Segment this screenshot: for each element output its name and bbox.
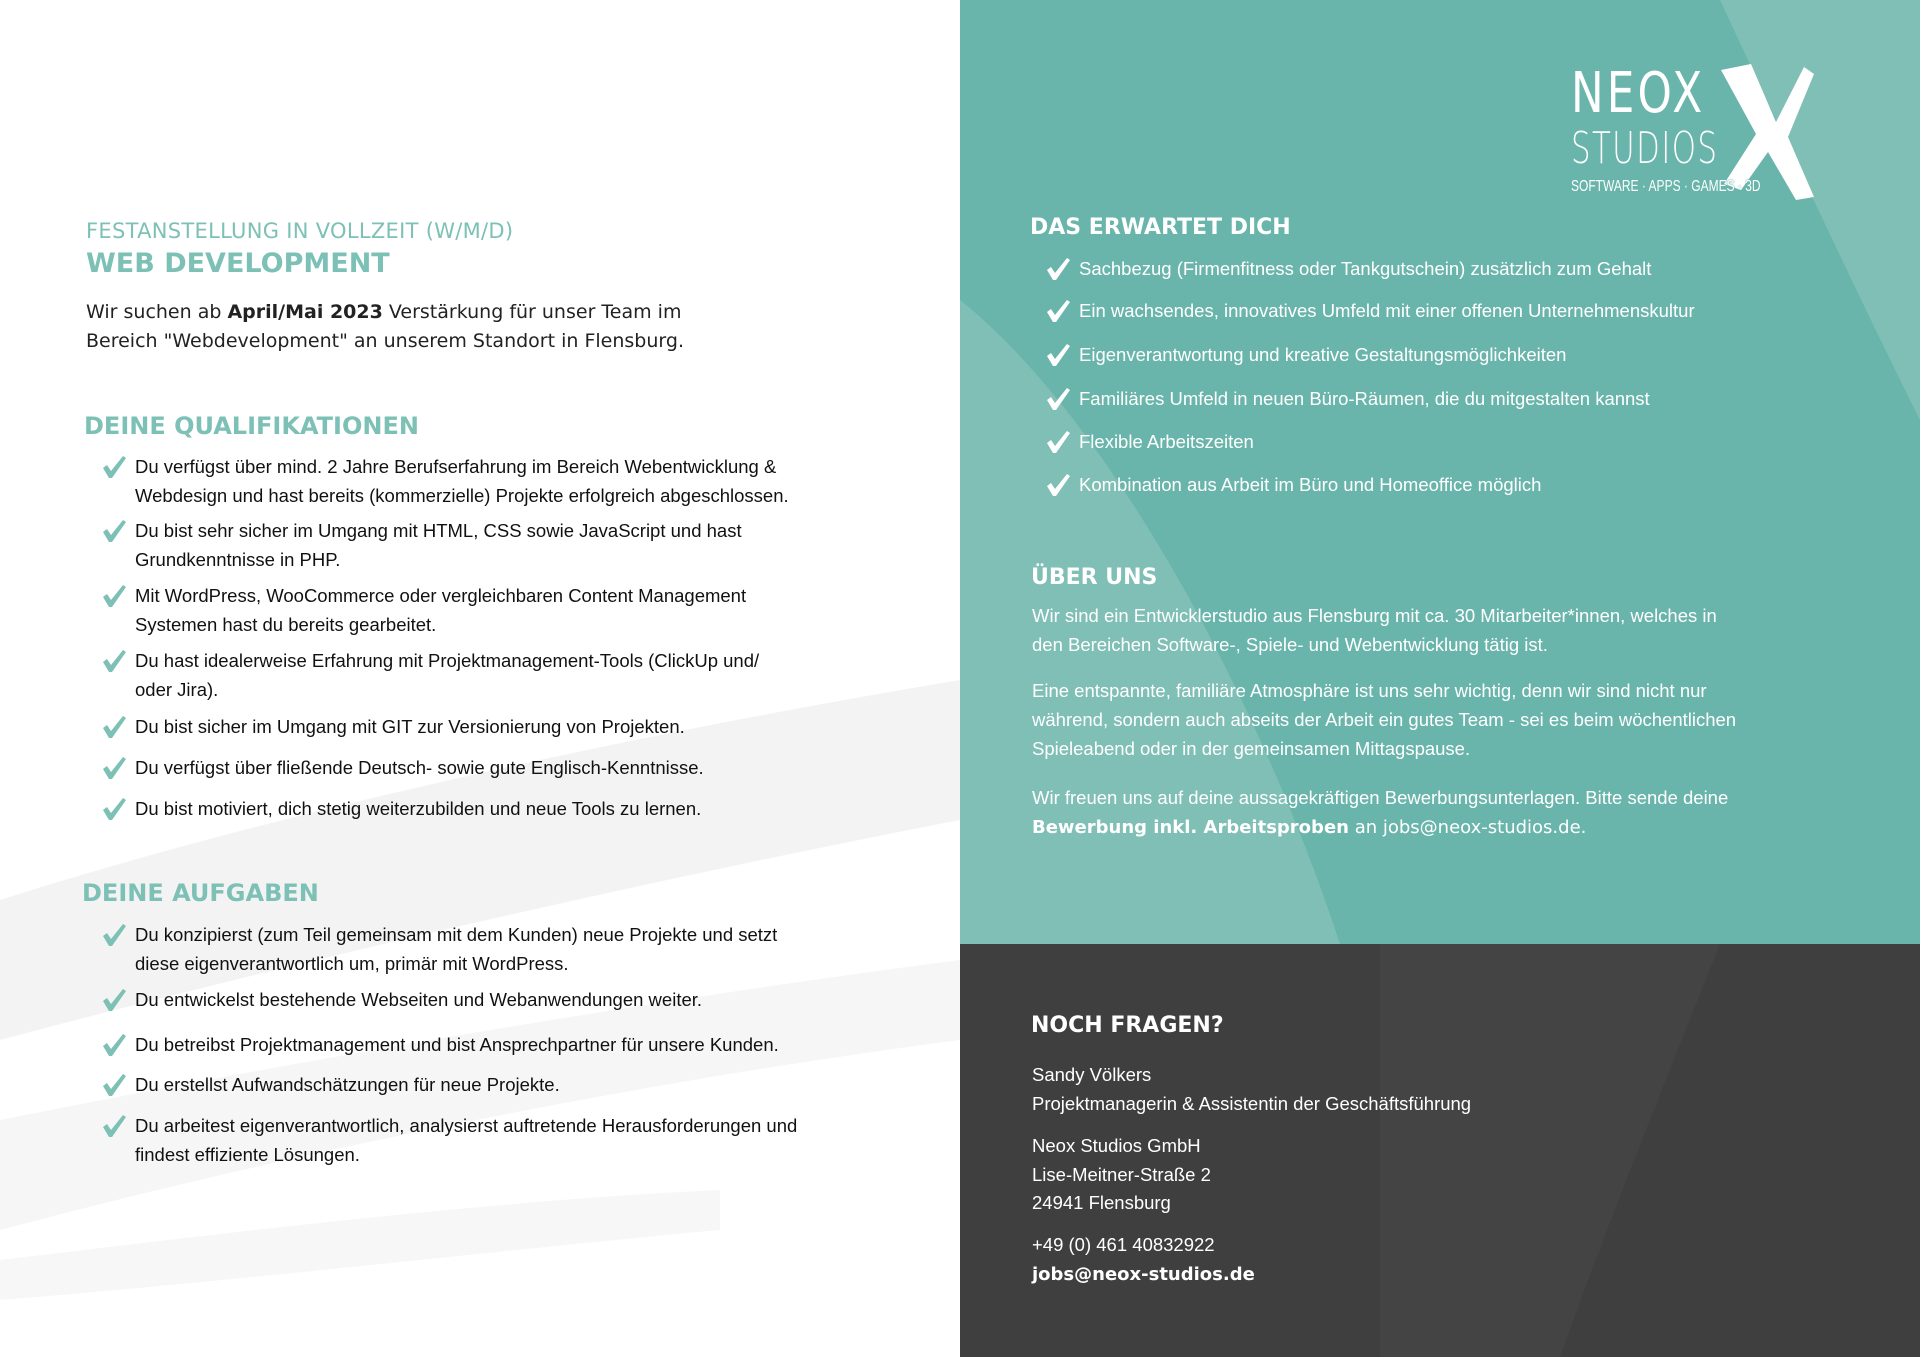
checkmark-icon: [101, 1072, 127, 1098]
list-item: [1079, 470, 1541, 499]
item-text: Mit WordPress, WooCommerce oder vergleichbaren Content Management: [135, 585, 747, 606]
item-text: diese eigenverantwortlich um, primär mit WordPress.: [135, 953, 569, 974]
intro-line2: Bereich "Webdevelopment" an unserem Standort in Flensburg.: [86, 330, 684, 352]
item-text: Du erstellst Aufwandschätzungen für neue Projekte.: [135, 1074, 560, 1095]
item-text: Du entwickelst bestehende Webseiten und Webanwendungen weiter.: [135, 989, 703, 1010]
item-text: Webdesign und hast bereits (kommerzielle) Projekte erfolgreich abgeschlossen.: [135, 485, 789, 506]
list-item: [135, 646, 759, 704]
item-text: findest effiziente Lösungen.: [135, 1144, 360, 1165]
list-item: [135, 452, 789, 510]
company-name: Neox Studios GmbH: [1032, 1135, 1201, 1156]
list-item: [1079, 427, 1254, 456]
item-text: Sachbezug (Firmenfitness oder Tankgutschein) zusätzlich zum Gehalt: [1079, 258, 1652, 279]
contact-details: [1032, 1231, 1255, 1289]
checkmark-icon: [1045, 256, 1071, 282]
logo-tagline: SOFTWARE · APPS · GAMES · 3D: [1571, 178, 1761, 195]
checkmark-icon: [1045, 429, 1071, 455]
logo-studios: STUDIOS: [1571, 123, 1719, 174]
list-item: [135, 1111, 797, 1169]
list-item: [135, 985, 702, 1014]
checkmark-icon: [101, 1032, 127, 1058]
item-text: Systemen hast du bereits gearbeitet.: [135, 614, 437, 635]
about-paragraph-2: [1032, 676, 1832, 763]
application-email-text: an jobs@neox-studios.de.: [1348, 817, 1587, 838]
contact-name: Sandy Völkers: [1032, 1064, 1152, 1085]
contact-address: [1032, 1132, 1211, 1218]
job-title: WEB DEVELOPMENT: [86, 248, 390, 279]
intro-post: Verstärkung für unser Team im: [382, 301, 682, 323]
item-text: Du bist sicher im Umgang mit GIT zur Versionierung von Projekten.: [135, 716, 685, 737]
text-line: Wir sind ein Entwicklerstudio aus Flensburg mit ca. 30 Mitarbeiter*innen, welches in: [1032, 605, 1717, 626]
text-line: Spieleabend oder in der gemeinsamen Mittagspause.: [1032, 738, 1471, 759]
contact-role: Projektmanagerin & Assistentin der Geschäftsführung: [1032, 1092, 1472, 1114]
checkmark-icon: [101, 583, 127, 609]
item-text: Du bist sehr sicher im Umgang mit HTML, CSS sowie JavaScript und hast: [135, 520, 742, 541]
tasks-heading: DEINE AUFGABEN: [82, 879, 319, 907]
item-text: Du konzipierst (zum Teil gemeinsam mit dem Kunden) neue Projekte und setzt: [135, 924, 778, 945]
checkmark-icon: [101, 518, 127, 544]
list-item: [135, 753, 704, 782]
item-text: Du verfügst über fließende Deutsch- sowie gute Englisch-Kenntnisse.: [135, 757, 704, 778]
item-text: Familiäres Umfeld in neuen Büro-Räumen, die du mitgestalten kannst: [1079, 388, 1650, 409]
text-line: Wir freuen uns auf deine aussagekräftigen Bewerbungsunterlagen. Bitte sende deine: [1032, 787, 1729, 808]
street: Lise-Meitner-Straße 2: [1032, 1163, 1211, 1185]
about-paragraph-1: [1032, 601, 1832, 659]
checkmark-icon: [101, 714, 127, 740]
item-text: Du arbeitest eigenverantwortlich, analysierst auftretende Herausforderungen und: [135, 1115, 798, 1136]
checkmark-icon: [101, 454, 127, 480]
application-emphasis: Bewerbung inkl. Arbeitsproben: [1032, 817, 1349, 838]
item-text: Kombination aus Arbeit im Büro und Homeoffice möglich: [1079, 474, 1542, 495]
text-line: den Bereichen Software-, Spiele- und Webentwicklung tätig ist.: [1032, 634, 1548, 655]
list-item: [135, 1070, 560, 1099]
item-text: Du betreibst Projektmanagement und bist Ansprechpartner für unsere Kunden.: [135, 1034, 779, 1055]
checkmark-icon: [101, 648, 127, 674]
list-item: [135, 794, 701, 823]
list-item: [135, 1030, 779, 1059]
item-text: Du verfügst über mind. 2 Jahre Berufserfahrung im Bereich Webentwicklung &: [135, 456, 777, 477]
intro-date: April/Mai 2023: [227, 301, 383, 323]
contact-person: [1032, 1061, 1471, 1118]
checkmark-icon: [101, 796, 127, 822]
text-line: Eine entspannte, familiäre Atmosphäre ist uns sehr wichtig, denn wir sind nicht nur: [1032, 680, 1707, 701]
neox-studios-logo: [1571, 62, 1811, 207]
item-text: oder Jira).: [135, 679, 219, 700]
about-heading: ÜBER UNS: [1031, 565, 1158, 590]
checkmark-icon: [1045, 386, 1071, 412]
checkmark-icon: [101, 987, 127, 1013]
list-item: [135, 516, 742, 574]
text-line: während, sondern auch abseits der Arbeit ein gutes Team - sei es beim wöchentlichen: [1032, 709, 1737, 730]
checkmark-icon: [1045, 298, 1071, 324]
item-text: Eigenverantwortung und kreative Gestaltungsmöglichkeiten: [1079, 344, 1567, 365]
list-item: [135, 712, 685, 741]
checkmark-icon: [101, 922, 127, 948]
qualifications-heading: DEINE QUALIFIKATIONEN: [84, 412, 419, 440]
list-item: [1079, 296, 1695, 325]
email-link[interactable]: jobs@neox-studios.de: [1032, 1263, 1255, 1285]
list-item: [135, 581, 746, 639]
checkmark-icon: [1045, 342, 1071, 368]
item-text: Du hast idealerweise Erfahrung mit Projektmanagement-Tools (ClickUp und/: [135, 650, 760, 671]
logo-neox: NEOX: [1571, 61, 1706, 126]
phone[interactable]: +49 (0) 461 40832922: [1032, 1234, 1215, 1255]
list-item: [1079, 384, 1650, 413]
item-text: Flexible Arbeitszeiten: [1079, 431, 1254, 452]
checkmark-icon: [1045, 472, 1071, 498]
item-text: Grundkenntnisse in PHP.: [135, 549, 341, 570]
checkmark-icon: [101, 755, 127, 781]
list-item: [1079, 254, 1651, 283]
item-text: Ein wachsendes, innovatives Umfeld mit einer offenen Unternehmenskultur: [1079, 300, 1695, 321]
checkmark-icon: [101, 1113, 127, 1139]
intro-text: [86, 298, 684, 356]
list-item: [135, 920, 777, 978]
city: 24941 Flensburg: [1032, 1192, 1171, 1213]
intro-pre: Wir suchen ab: [86, 301, 228, 323]
list-item: [1079, 340, 1566, 369]
employment-type: FESTANSTELLUNG IN VOLLZEIT (W/M/D): [86, 219, 514, 243]
benefits-heading: DAS ERWARTET DICH: [1030, 215, 1291, 240]
item-text: Du bist motiviert, dich stetig weiterzubilden und neue Tools zu lernen.: [135, 798, 702, 819]
contact-heading: NOCH FRAGEN?: [1031, 1013, 1224, 1038]
about-paragraph-3: [1032, 783, 1832, 842]
